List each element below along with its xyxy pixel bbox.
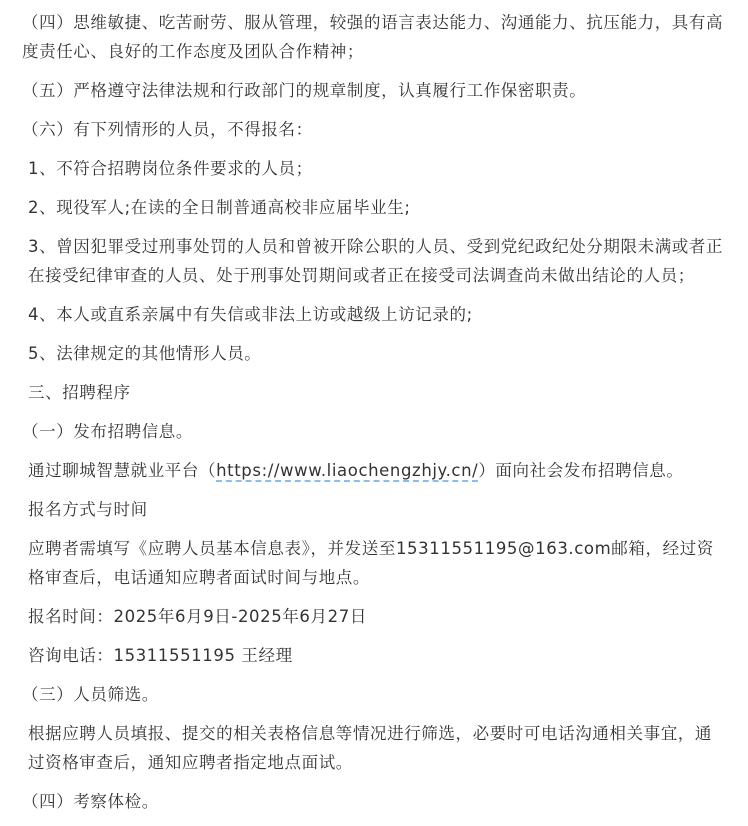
exclusion-item-5: 5、法律规定的其他情形人员。 xyxy=(28,344,262,363)
step-4-heading: （四）考察体检。 xyxy=(22,792,159,811)
exclusion-item-2: 2、现役军人;在读的全日制普通高校非应届毕业生; xyxy=(28,198,411,217)
application-period: 报名时间：2025年6月9日-2025年6月27日 xyxy=(28,607,367,626)
section-heading-recruitment-procedure: 三、招聘程序 xyxy=(28,383,131,402)
article-body xyxy=(22,8,728,826)
contact-phone: 咨询电话：15311551195 王经理 xyxy=(28,646,293,665)
application-method-text: 应聘者需填写《应聘人员基本信息表》，并发送至15311551195@163.com邮箱，经过资格审查后，电话通知应聘者面试时间与地点。 xyxy=(28,539,714,587)
screening-text: 根据应聘人员填报、提交的相关表格信息等情况进行筛选，必要时可电话沟通相关事宜，通过资格审查后，通知应聘者指定地点面试。 xyxy=(28,724,712,772)
publish-info-text-before: 通过聊城智慧就业平台（ xyxy=(28,461,217,480)
step-3-heading: （三）人员筛选。 xyxy=(22,685,159,704)
requirement-6-heading: （六）有下列情形的人员，不得报名： xyxy=(22,120,313,139)
application-method-heading: 报名方式与时间 xyxy=(28,500,148,519)
platform-link[interactable]: https://www.liaochengzhjy.cn/ xyxy=(216,461,479,480)
exclusion-item-1: 1、不符合招聘岗位条件要求的人员； xyxy=(28,159,313,178)
requirement-5: （五）严格遵守法律法规和行政部门的规章制度，认真履行工作保密职责。 xyxy=(22,81,587,100)
publish-info-paragraph xyxy=(28,456,728,485)
exclusion-item-3: 3、曾因犯罪受过刑事处罚的人员和曾被开除公职的人员、受到党纪政纪处分期限未满或者正在接受纪律审查的人员、处于刑事处罚期间或者正在接受司法调查尚未做出结论的人员； xyxy=(28,237,724,285)
requirement-4: （四）思维敏捷、吃苦耐劳、服从管理，较强的语言表达能力、沟通能力、抗压能力，具有高度责任心、良好的工作态度及团队合作精神； xyxy=(22,13,724,61)
step-1-heading: （一）发布招聘信息。 xyxy=(22,422,193,441)
publish-info-text-after: ）面向社会发布招聘信息。 xyxy=(478,461,684,480)
exclusion-item-4: 4、本人或直系亲属中有失信或非法上访或越级上访记录的; xyxy=(28,305,473,324)
